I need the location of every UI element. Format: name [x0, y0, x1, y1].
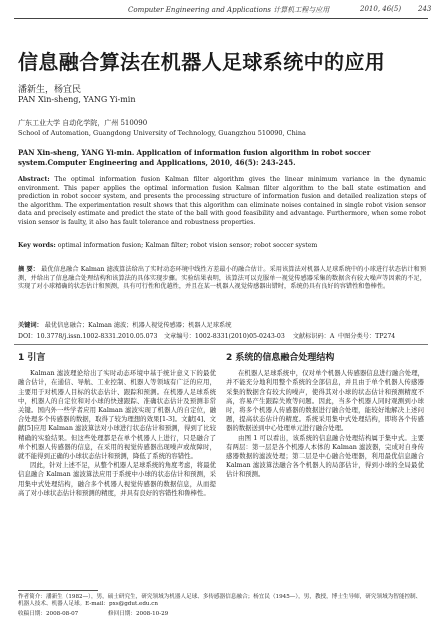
- paragraph: 因此，针对上述不足，从整个机器人足球系统的角度考虑，将最优信息融合 Kalman 滤波算法应用于系统中小球的状态估计和预测，采用集中式处理结构，融合多个机器人视觉传感器的数据信息，从而提高了对小球状态估计和预测的精度，并具有良好的容错性和鲁棒性。: [18, 461, 216, 497]
- doi: DOI：10.3778/j.issn.1002-8331.2010.05.073: [18, 333, 158, 340]
- article-number: [164, 331, 334, 340]
- keywords-cn-label: 关键词：: [18, 322, 43, 329]
- citation-block: [18, 148, 426, 168]
- article-id: 文章编号：1002-8331(2010)05-0243-03: [164, 333, 285, 340]
- keywords-cn-text: 最优信息融合；Kalman 滤波；机器人视觉传感器；机器人足球系统: [44, 322, 232, 329]
- affiliation-chinese: 广东工业大学 自动化学院，广州 510090: [18, 119, 148, 127]
- revised-date: 修回日期：2008-10-29: [108, 611, 169, 617]
- keywords-english: [18, 242, 426, 251]
- citation-authors: PAN Xin-sheng, YANG Yi-min.: [18, 148, 135, 157]
- paragraph: Kalman 滤波理论给出了实时动态环境中基于统计意义下的最优融合估计，在通信、导航、工业控制、机器人等领域有广泛的应用，主要用于对机器人目标的状态估计、跟踪和预测。在机器人足球系统中，机器人的自定位和对小球的快速跟踪、准确状态估计及预测非常关键。国内外一些学者应用 Kalman 滤波实现了机器人的自定位，融合处理多个传感器的数据，取得了较为理想的效果[1-3]。文献[4]、文献[5]应用 Kalman 滤波算法对小球进行状态估计和预测，得到了比较精确的实验结果。但这些处理都是在单个机器人上进行，只是融合了单个机器人传感器的信息，在采用的视觉传感器出现噪声或故障时，就不能得到正确的小球状态估计和预测，降低了系统的容错性。: [18, 369, 216, 461]
- section-heading-structure: 2 系统的信息融合处理结构: [226, 353, 335, 363]
- paragraph: 在机器人足球系统中，仅对单个机器人传感器信息进行融合处理，并不能充分地利用整个系统的全部信息，并且由于单个机器人传感器采集的数据含有较大的噪声，使得其对小球的状态估计和预测精度不高，容易产生跟踪失败等问题。因此，当多个机器人同时观测到小球时，将多个机器人传感器的数据进行融合处理，能较好地解决上述问题，提高状态估计的精度。系统采用集中式处理结构，即将各个传感器的数据送到中心处理单元进行融合处理。: [226, 369, 424, 433]
- issue-number: 2010, 46(5): [360, 5, 402, 13]
- abstract-cn-label: 摘 要：: [18, 266, 40, 273]
- column-left: [18, 352, 216, 498]
- citation-details: Application of information fusion algorithm in robot soccer system.Computer Engineering and Applications, 2010, 46(5): 243-245.: [18, 148, 371, 167]
- abstract-cn-text: 最优信息融合 Kalman 滤波算法给出了实时动态环境中线性方差最小的融合估计。采用该算法对机器人足球系统中的小球进行状态估计和预测，并给出了信息融合处理结构和该算法的具体实现步骤。实验结果表明，该算法可以克服单一视觉传感器采集的数据含有较大噪声等因素的不足，实现了对小球精确的状态估计和预测，具有可行性和优越性，并且在某一机器人视觉传感器出错时，系统仍具有良好的容错性和鲁棒性。: [18, 266, 427, 291]
- abstract-english: [18, 176, 426, 227]
- author-footnote: 作者简介：潘新生（1982—），男，硕士研究生，研究领域为机器人足球、多传感器信息融合；杨宜民（1945—），男，教授，博士生导师，研究领域为智能控制、机器人技术、机器人足球。E-mail：pxs@gdut.edu.cn: [18, 594, 422, 608]
- section-heading-introduction: 1 引言: [18, 353, 46, 363]
- header-rule: [14, 18, 428, 19]
- abstract-chinese: [18, 266, 426, 292]
- column-right: [226, 352, 424, 480]
- classification-number: 中图分类号：TP274: [338, 333, 396, 340]
- page-number: 243: [418, 5, 432, 13]
- paragraph: 由图 1 可以看出，该系统的信息融合处理结构属于集中式。主要有两层：第一层是各个机器人本体的 Kalman 滤波器，完成对自身传感器数据的滤波处理；第二层是中心融合处理器，利用最优信息融合 Kalman 滤波算法融合各个机器人的局部估计，得到小球的全局最优估计和预测。: [226, 433, 424, 479]
- abstract-text: The optimal information fusion Kalman filter algorithm gives the linear minimum variance in the dynamic environment. This paper applies the optimal information fusion Kalman filter algorithm to the ball state estimation and prediction in robot soccer system, and presents the processing structure of information fusion and detailed realization steps of the algorithm. The experimentation result shows that this algorithm can eliminate noises contained in single robot vision sensor data and precisely estimate and predict the state of the ball with good feasibility and advantage. Furthermore, when some robot vision sensor is faulty, it also has fault tolerance and robustness properties.: [18, 176, 427, 226]
- keywords-label: Key words:: [18, 242, 56, 249]
- paper-title: 信息融合算法在机器人足球系统中的应用: [18, 50, 386, 74]
- abstract-label: Abstract:: [18, 176, 50, 183]
- running-header: [0, 0, 440, 22]
- document-code: 文献标识码：A: [292, 333, 335, 340]
- keywords-chinese: [18, 320, 231, 329]
- affiliation-english: School of Automation, Guangdong University of Technology, Guangzhou 510090, China: [18, 129, 306, 137]
- received-date: 收稿日期：2008-08-07: [18, 611, 79, 617]
- journal-name: Computer Engineering and Applications 计算机工程与应用: [128, 6, 330, 14]
- footnote-rule: [18, 590, 98, 591]
- keywords-text: optimal information fusion; Kalman filter; robot vision sensor; robot soccer system: [57, 242, 318, 249]
- authors-english: PAN Xin-sheng, YANG Yi-min: [18, 95, 136, 104]
- authors-chinese: 潘新生，杨宜民: [18, 85, 82, 95]
- metadata-rule: [14, 344, 428, 345]
